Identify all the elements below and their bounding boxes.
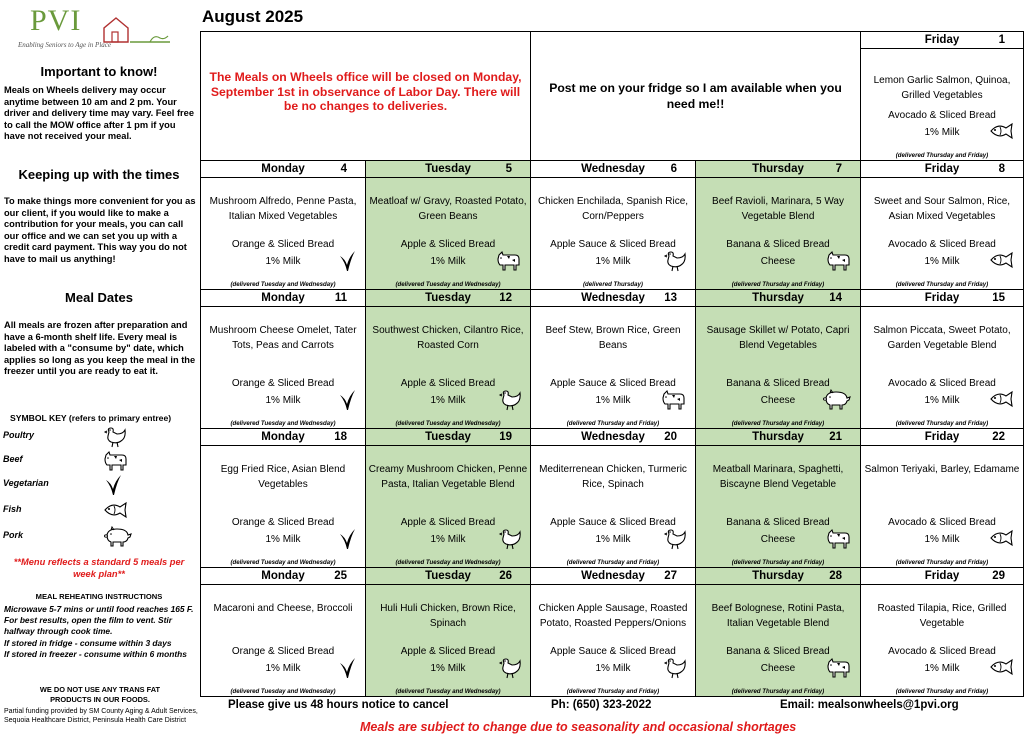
side-dish: Apple Sauce & Sliced Bread	[550, 646, 676, 657]
entree: Macaroni and Cheese, Broccoli	[213, 603, 353, 614]
fish-icon	[989, 250, 1015, 270]
side-dish: Apple Sauce & Sliced Bread	[550, 517, 676, 528]
day-name: Wednesday	[581, 570, 645, 582]
delivery-days: (delivered Thursday and Friday)	[731, 420, 825, 427]
delivery-days: (delivered Tuesday and Wednesday)	[395, 688, 501, 695]
side-dish: Orange & Sliced Bread	[231, 239, 335, 250]
transfat-note: WE DO NOT USE ANY TRANS FAT PRODUCTS IN OUR FOODS.	[39, 685, 161, 704]
day-cell-14	[696, 290, 861, 429]
beverage: Cheese	[760, 256, 796, 267]
day-header	[696, 568, 860, 585]
closure-notice: The Meals on Wheels office will be closed on Monday, September 1st in observance of Labor Day. There will be no changes to deliveries.	[209, 70, 522, 113]
poultry-icon	[498, 528, 522, 550]
entree: Meatloaf w/ Gravy, Roasted Potato, Green Beans	[369, 196, 527, 222]
day-number: 1	[998, 34, 1005, 46]
beef-icon	[496, 250, 522, 272]
side-dish: Apple & Sliced Bread	[400, 517, 496, 528]
day-number: 28	[829, 570, 842, 582]
delivery-days: (delivered Tuesday and Wednesday)	[395, 281, 501, 288]
day-cell-21	[696, 429, 861, 568]
side-dish: Apple Sauce & Sliced Bread	[550, 378, 676, 389]
beef-icon	[826, 528, 852, 550]
day-header	[696, 290, 860, 307]
day-header	[201, 568, 365, 585]
logo-tagline: Enabling Seniors to Age in Place	[18, 41, 111, 49]
reheat-title: MEAL REHEATING INSTRUCTIONS	[35, 592, 163, 601]
fish-icon	[989, 121, 1015, 141]
fridge-note-cell	[531, 32, 861, 161]
reheat-fridge: If stored in fridge - consume within 3 days	[4, 637, 172, 648]
day-name: Friday	[924, 292, 960, 304]
day-cell-12	[366, 290, 531, 429]
delivery-days: (delivered Thursday and Friday)	[731, 559, 825, 566]
poultry-icon	[498, 657, 522, 679]
beverage: 1% Milk	[595, 663, 631, 674]
day-header	[861, 32, 1023, 49]
day-cell-29	[861, 568, 1024, 697]
entree: Mushroom Alfredo, Penne Pasta, Italian Mixed Vegetables	[209, 196, 357, 222]
pork-icon	[822, 389, 852, 411]
day-cell-20	[531, 429, 696, 568]
day-number: 12	[499, 292, 512, 304]
fish-icon	[989, 657, 1015, 677]
pork-icon	[103, 526, 133, 548]
delivery-days: (delivered Thursday and Friday)	[566, 559, 660, 566]
side-dish: Apple & Sliced Bread	[400, 646, 496, 657]
side-dish: Avocado & Sliced Bread	[888, 517, 996, 528]
day-header	[861, 161, 1023, 178]
beef-icon	[661, 389, 687, 411]
day-number: 29	[992, 570, 1005, 582]
key-label: Pork	[3, 530, 24, 540]
reheat-instructions	[4, 604, 196, 660]
delivery-days: (delivered Thursday and Friday)	[895, 559, 989, 566]
day-cell-6	[531, 161, 696, 290]
beverage: 1% Milk	[430, 395, 466, 406]
day-number: 25	[334, 570, 347, 582]
day-cell-28	[696, 568, 861, 697]
beef-icon	[826, 250, 852, 272]
vegetarian-icon	[337, 657, 357, 679]
entree: Sausage Skillet w/ Potato, Capri Blend Vegetables	[706, 325, 850, 351]
day-cell-1	[861, 32, 1024, 161]
entree: Lemon Garlic Salmon, Quinoa, Grilled Vegetables	[873, 75, 1011, 101]
beverage: 1% Milk	[924, 395, 960, 406]
side-dish: Banana & Sliced Bread	[726, 378, 830, 389]
day-header	[861, 429, 1023, 446]
beverage: 1% Milk	[265, 256, 301, 267]
vegetarian-icon	[337, 528, 357, 550]
day-header	[201, 429, 365, 446]
delivery-days: (delivered Tuesday and Wednesday)	[230, 420, 336, 427]
day-cell-11	[201, 290, 366, 429]
delivery-days: (delivered Tuesday and Wednesday)	[230, 281, 336, 288]
day-number: 19	[499, 431, 512, 443]
day-cell-22	[861, 429, 1024, 568]
key-vegetarian	[3, 474, 113, 498]
day-cell-18	[201, 429, 366, 568]
day-number: 14	[829, 292, 842, 304]
poultry-icon	[663, 657, 687, 679]
pvi-logo	[14, 4, 174, 54]
entree: Beef Stew, Brown Rice, Green Beans	[545, 325, 681, 351]
day-cell-26	[366, 568, 531, 697]
day-number: 20	[664, 431, 677, 443]
entree: Meatball Marinara, Spaghetti, Biscayne Blend Vegetable	[712, 464, 844, 490]
day-name: Monday	[261, 570, 305, 582]
entree: Southwest Chicken, Cilantro Rice, Roasted Corn	[372, 325, 524, 351]
poultry-icon	[498, 389, 522, 411]
reheat-freezer: If stored in freezer - consume within 6 months	[4, 648, 187, 659]
delivery-days: (delivered Tuesday and Wednesday)	[395, 420, 501, 427]
day-cell-4	[201, 161, 366, 290]
email-address: Email: mealsonwheels@1pvi.org	[780, 699, 959, 711]
entree: Sweet and Sour Salmon, Rice, Asian Mixed Vegetables	[873, 196, 1011, 222]
day-cell-15	[861, 290, 1024, 429]
entree: Salmon Teriyaki, Barley, Edamame	[864, 464, 1020, 475]
day-header	[531, 568, 695, 585]
side-dish: Orange & Sliced Bread	[231, 378, 335, 389]
dates-text: All meals are frozen after preparation and have a 6-month shelf life. Every meal is labeled with a "consume by" date, which applies so long as you keep the meal in the freezer until you are ready to eat it.	[4, 320, 196, 377]
important-text: Meals on Wheels delivery may occur anytime between 10 am and 2 pm. Your driver and delivery time may vary. Feel free to call the MOW office after 1 pm if you have not received your meal.	[4, 85, 194, 142]
day-header	[861, 290, 1023, 307]
day-number: 13	[664, 292, 677, 304]
day-name: Friday	[924, 431, 960, 443]
important-heading: Important to know!	[40, 64, 158, 79]
key-label: Vegetarian	[3, 478, 49, 488]
day-header	[531, 290, 695, 307]
key-label: Poultry	[3, 430, 35, 440]
day-cell-27	[531, 568, 696, 697]
day-name: Monday	[261, 292, 305, 304]
fish-icon	[989, 528, 1015, 548]
delivery-days: (delivered Tuesday and Wednesday)	[395, 559, 501, 566]
calendar-grid	[200, 31, 1024, 697]
key-fish	[3, 500, 113, 524]
beverage: 1% Milk	[430, 663, 466, 674]
key-poultry	[3, 426, 113, 450]
vegetarian-icon	[103, 474, 123, 496]
day-name: Tuesday	[425, 292, 471, 304]
delivery-days: (delivered Thursday and Friday)	[895, 420, 989, 427]
key-label: Fish	[3, 504, 22, 514]
day-cell-25	[201, 568, 366, 697]
beverage: Cheese	[760, 534, 796, 545]
day-header	[201, 161, 365, 178]
sidebar	[0, 0, 198, 742]
times-text: To make things more convenient for you as our client, if you would like to make a contribution for your meals, you can call our office and we can set you up with a credit card payment. This way you do not have to mail us anything!	[4, 196, 196, 264]
day-number: 11	[334, 292, 347, 304]
beverage: Cheese	[760, 395, 796, 406]
day-header	[201, 290, 365, 307]
day-cell-5	[366, 161, 531, 290]
beverage: 1% Milk	[265, 663, 301, 674]
side-dish: Banana & Sliced Bread	[726, 646, 830, 657]
page-title: August 2025	[202, 7, 304, 26]
entree: Creamy Mushroom Chicken, Penne Pasta, Italian Vegetable Blend	[368, 464, 528, 490]
entree: Egg Fried Rice, Asian Blend Vegetables	[220, 464, 346, 490]
entree: Roasted Tilapia, Rice, Grilled Vegetable	[877, 603, 1007, 629]
day-header	[861, 568, 1023, 585]
menu-note: **Menu reflects a standard 5 meals per week plan**	[13, 557, 185, 579]
delivery-days: (delivered Tuesday and Wednesday)	[230, 688, 336, 695]
vegetarian-icon	[337, 250, 357, 272]
side-dish: Banana & Sliced Bread	[726, 239, 830, 250]
day-header	[366, 429, 530, 446]
delivery-days: (delivered Thursday)	[583, 281, 643, 288]
day-number: 6	[670, 163, 677, 175]
disclaimer: Meals are subject to change due to seasonality and occasional shortages	[360, 720, 797, 734]
side-dish: Orange & Sliced Bread	[231, 517, 335, 528]
delivery-days: (delivered Tuesday and Wednesday)	[230, 559, 336, 566]
day-number: 26	[499, 570, 512, 582]
day-name: Wednesday	[581, 431, 645, 443]
day-cell-19	[366, 429, 531, 568]
delivery-days: (delivered Thursday and Friday)	[566, 420, 660, 427]
beverage: 1% Milk	[595, 256, 631, 267]
fridge-note: Post me on your fridge so I am available when you need me!!	[549, 81, 842, 111]
funding-note: Partial funding provided by SM County Aging & Adult Services, Sequoia Healthcare District, Peninsula Health Care District	[4, 708, 198, 724]
day-cell-8	[861, 161, 1024, 290]
day-name: Thursday	[752, 292, 804, 304]
day-header	[531, 429, 695, 446]
beverage: Cheese	[760, 663, 796, 674]
day-name: Thursday	[752, 570, 804, 582]
entree: Beef Bolognese, Rotini Pasta, Italian Vegetable Blend	[711, 603, 845, 629]
beverage: 1% Milk	[924, 663, 960, 674]
day-name: Thursday	[752, 431, 804, 443]
delivery-days: (delivered Thursday and Friday)	[895, 152, 989, 159]
day-name: Friday	[924, 570, 960, 582]
day-number: 8	[998, 163, 1005, 175]
entree: Salmon Piccata, Sweet Potato, Garden Vegetable Blend	[873, 325, 1011, 351]
entree: Mediterrenean Chicken, Turmeric Rice, Spinach	[539, 464, 687, 490]
symbol-key-title: SYMBOL KEY (refers to primary entree)	[10, 413, 172, 423]
vegetarian-icon	[337, 389, 357, 411]
beef-icon	[826, 657, 852, 679]
day-name: Wednesday	[581, 292, 645, 304]
day-name: Monday	[261, 163, 305, 175]
day-cell-13	[531, 290, 696, 429]
house-icon	[100, 14, 172, 44]
delivery-days: (delivered Thursday and Friday)	[566, 688, 660, 695]
beef-icon	[103, 450, 129, 472]
beverage: 1% Milk	[924, 534, 960, 545]
delivery-days: (delivered Thursday and Friday)	[731, 688, 825, 695]
beverage: 1% Milk	[430, 256, 466, 267]
poultry-icon	[663, 250, 687, 272]
fish-icon	[103, 500, 129, 520]
day-number: 7	[835, 163, 842, 175]
day-header	[366, 290, 530, 307]
day-name: Thursday	[752, 163, 804, 175]
entree: Chicken Apple Sausage, Roasted Potato, Roasted Peppers/Onions	[538, 603, 688, 629]
entree: Chicken Enchilada, Spanish Rice, Corn/Peppers	[537, 196, 689, 222]
closure-notice-cell	[201, 32, 531, 161]
beverage: 1% Milk	[595, 395, 631, 406]
day-header	[366, 161, 530, 178]
beverage: 1% Milk	[265, 534, 301, 545]
day-number: 4	[340, 163, 347, 175]
day-number: 22	[992, 431, 1005, 443]
day-header	[696, 429, 860, 446]
side-dish: Apple & Sliced Bread	[400, 378, 496, 389]
day-header	[366, 568, 530, 585]
side-dish: Avocado & Sliced Bread	[888, 239, 996, 250]
day-name: Friday	[924, 163, 960, 175]
side-dish: Banana & Sliced Bread	[726, 517, 830, 528]
beverage: 1% Milk	[430, 534, 466, 545]
day-name: Tuesday	[425, 431, 471, 443]
key-pork	[3, 526, 113, 550]
day-name: Tuesday	[425, 570, 471, 582]
entree: Beef Ravioli, Marinara, 5 Way Vegetable Blend	[712, 196, 844, 222]
day-number: 27	[664, 570, 677, 582]
day-name: Wednesday	[581, 163, 645, 175]
poultry-icon	[663, 528, 687, 550]
delivery-days: (delivered Thursday and Friday)	[895, 281, 989, 288]
beverage: 1% Milk	[924, 127, 960, 138]
key-label: Beef	[3, 454, 23, 464]
day-number: 18	[334, 431, 347, 443]
side-dish: Avocado & Sliced Bread	[888, 378, 996, 389]
side-dish: Apple Sauce & Sliced Bread	[550, 239, 676, 250]
dates-heading: Meal Dates	[65, 290, 133, 305]
phone-number: Ph: (650) 323-2022	[551, 699, 652, 711]
day-name: Tuesday	[425, 163, 471, 175]
entree: Huli Huli Chicken, Brown Rice, Spinach	[380, 603, 516, 629]
entree: Mushroom Cheese Omelet, Tater Tots, Peas and Carrots	[209, 325, 357, 351]
times-heading: Keeping up with the times	[18, 167, 180, 182]
day-header	[696, 161, 860, 178]
beverage: 1% Milk	[265, 395, 301, 406]
fish-icon	[989, 389, 1015, 409]
delivery-days: (delivered Thursday and Friday)	[895, 688, 989, 695]
delivery-days: (delivered Thursday and Friday)	[731, 281, 825, 288]
day-number: 15	[992, 292, 1005, 304]
day-header	[531, 161, 695, 178]
logo-text: PVI	[30, 4, 82, 37]
day-name: Monday	[261, 431, 305, 443]
beverage: 1% Milk	[595, 534, 631, 545]
key-beef	[3, 450, 113, 474]
day-name: Friday	[924, 34, 960, 46]
poultry-icon	[103, 426, 127, 448]
day-cell-7	[696, 161, 861, 290]
reheat-text: Microwave 5-7 mins or until food reaches 165 F. For best results, open the film to vent. Stir halfway through cook time.	[4, 604, 194, 637]
side-dish: Avocado & Sliced Bread	[888, 110, 996, 121]
day-number: 21	[829, 431, 842, 443]
cancel-notice: Please give us 48 hours notice to cancel	[228, 699, 449, 711]
side-dish: Orange & Sliced Bread	[231, 646, 335, 657]
beverage: 1% Milk	[924, 256, 960, 267]
side-dish: Avocado & Sliced Bread	[888, 646, 996, 657]
day-number: 5	[505, 163, 512, 175]
side-dish: Apple & Sliced Bread	[400, 239, 496, 250]
